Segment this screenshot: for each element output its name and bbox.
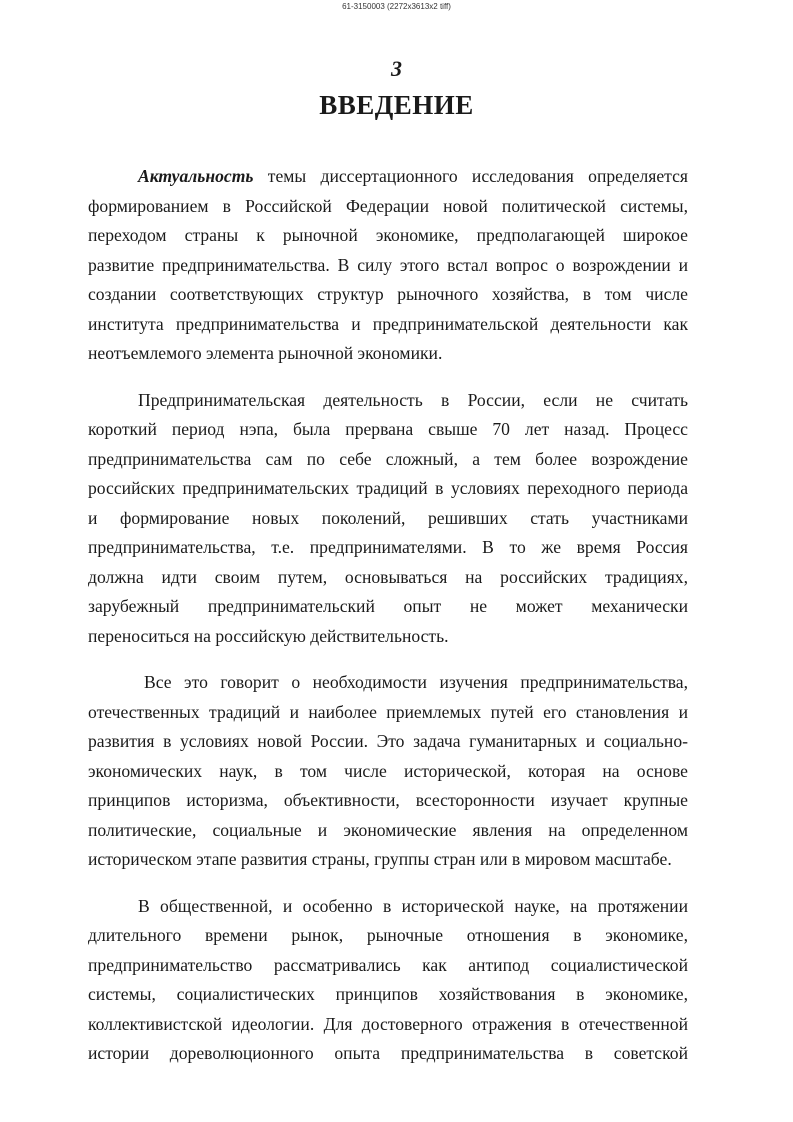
text-line: короткий период нэпа, была прервана свыше 70 лет назад. Процесс: [88, 419, 688, 439]
text-line: и формирование новых поколений, решивших стать участниками: [88, 507, 688, 528]
text-line: переходом страны к рыночной экономике, предполагающей широкое: [88, 225, 688, 245]
text-line: предпринимательство рассматривались как антипод социалистической: [88, 954, 688, 975]
text-line: развития в условиях новой России. Это задача гуманитарных и социально-: [88, 731, 688, 751]
text-line: длительного времени рынок, рыночные отношения в экономике,: [88, 925, 688, 945]
text-line: отечественных традиций и наиболее приемлемых путей его становления и: [88, 701, 688, 722]
text-line: Все это говорит о необходимости изучения предпринимательства,: [144, 672, 688, 692]
text-line: должна идти своим путем, основываться на российских традициях,: [88, 566, 688, 587]
text-line: принципов историзма, объективности, всесторонности изучает крупные: [88, 790, 688, 810]
text-line: политические, социальные и экономические явления на определенном: [88, 819, 688, 840]
text-line: развитие предпринимательства. В силу этого встал вопрос о возрождении и: [88, 254, 688, 275]
paragraph-study-necessity: [88, 668, 688, 875]
text-line: предпринимательства, т.е. предпринимателями. В то же время Россия: [88, 537, 688, 557]
text-line: В общественной, и особенно в исторической науке, на протяжении: [138, 895, 688, 916]
paragraph-entrepreneurship-history: [88, 386, 688, 652]
text-line: предпринимательства сам по себе сложный, а тем более возрождение: [88, 448, 688, 469]
text-line: коллективистской идеологии. Для достоверного отражения в отечественной: [88, 1013, 688, 1034]
scan-header: 61-3150003 (2272x3613x2 tiff): [342, 2, 451, 11]
text-line: переноситься на российскую действительность.: [88, 625, 449, 646]
text-line: зарубежный предпринимательский опыт не может механически: [88, 596, 688, 616]
text-line: института предпринимательства и предпринимательской деятельности как: [88, 313, 688, 334]
page-title: ВВЕДЕНИЕ: [319, 90, 474, 120]
paragraph-relevance: [88, 162, 688, 369]
text-line-rest: темы диссертационного исследования определяется: [253, 166, 688, 186]
text-line: экономических наук, в том числе исторической, которая на основе: [88, 760, 688, 781]
text-line: российских предпринимательских традиций в условиях переходного периода: [88, 478, 688, 498]
text-line: истории дореволюционного опыта предпринимательства в советской: [88, 1043, 688, 1063]
text-line: создании соответствующих структур рыночного хозяйства, в том числе: [88, 284, 688, 304]
text-line: системы, социалистических принципов хозяйствования в экономике,: [88, 984, 688, 1004]
text-line: формированием в Российской Федерации новой политической системы,: [88, 195, 688, 216]
text-line: [88, 162, 688, 192]
text-line: историческом этапе развития страны, группы стран или в мировом масштабе.: [88, 849, 672, 869]
body-text: [88, 162, 688, 1086]
keyword-relevance: Актуальность: [138, 166, 254, 186]
text-line: Предпринимательская деятельность в России, если не считать: [138, 389, 688, 410]
paragraph-historiography: [88, 892, 688, 1069]
page-number: 3: [391, 56, 402, 81]
text-line: неотъемлемого элемента рыночной экономики.: [88, 343, 443, 363]
